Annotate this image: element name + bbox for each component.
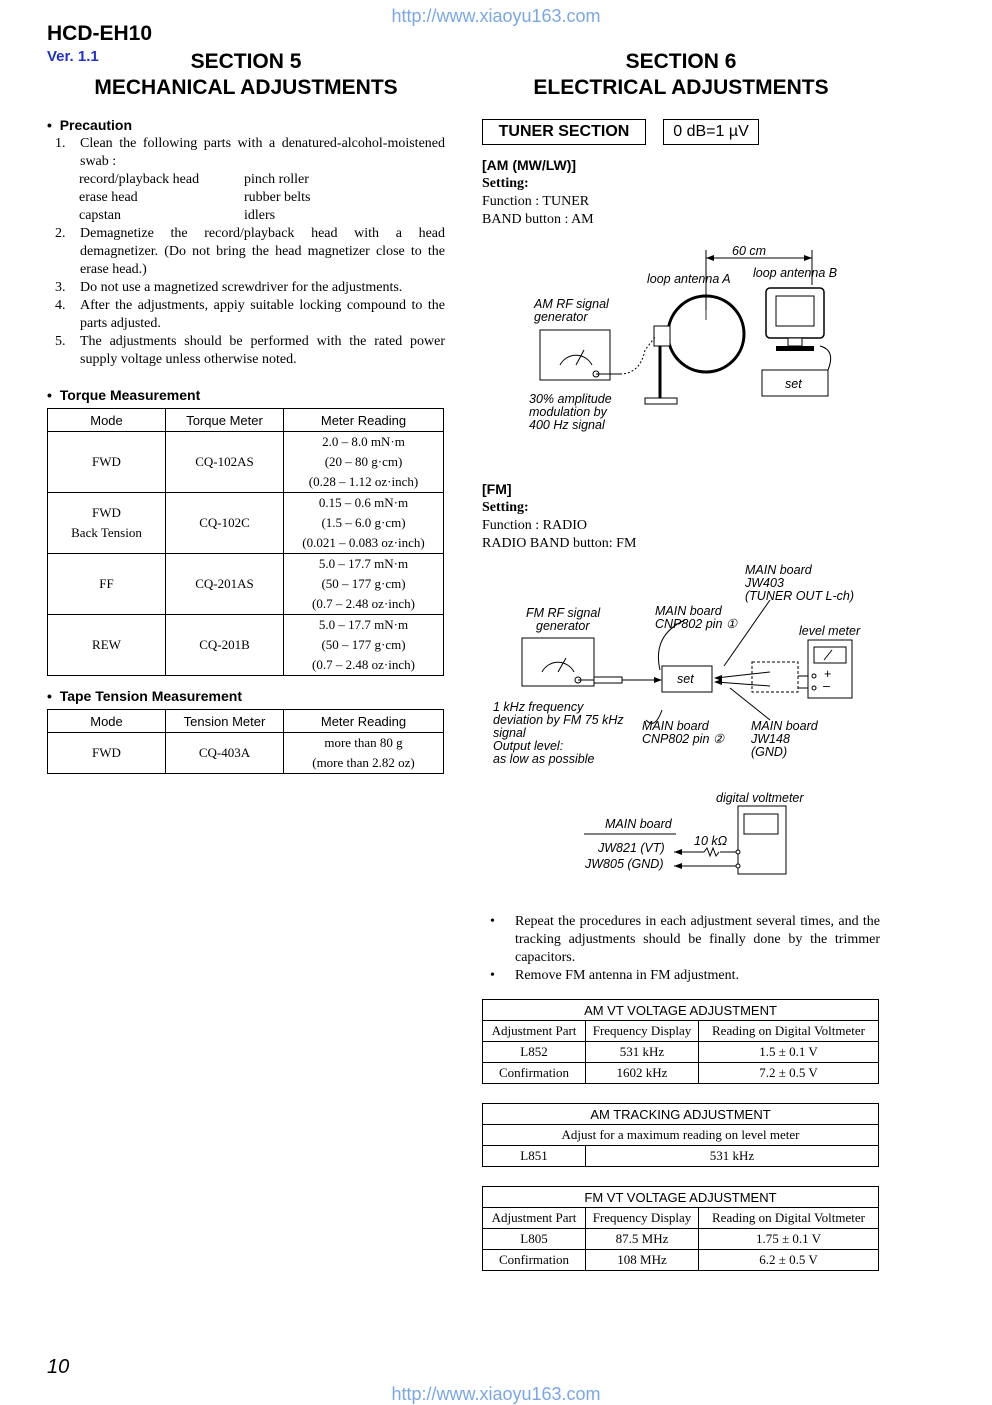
page-number: 10 [47, 1356, 70, 1378]
table-row [48, 615, 444, 676]
list-item: • Remove FM antenna in FM adjustment. [490, 968, 739, 983]
fm-generator-label: FM RF signal generator [526, 606, 601, 633]
section-6-number: SECTION 6 [625, 50, 737, 73]
list-item: 2. Demagnetize the record/playback head with a head demagnetizer. (Do not bring the head magnetizer close to the erase head.) [55, 226, 445, 277]
fm-vt-table [482, 1186, 879, 1271]
precaution-title: Precaution [59, 117, 133, 133]
mode-cell: REW [48, 615, 166, 676]
column-header: Adjustment Part [483, 1021, 586, 1042]
table-row [48, 733, 444, 774]
column-header: Frequency Display [586, 1208, 699, 1229]
section-5-heading [47, 49, 445, 101]
reading-cell: 5.0 – 17.7 mN·m (50 – 177 g·cm) (0.7 – 2.48 oz·inch) [284, 554, 444, 615]
distance-label: 60 cm [732, 244, 767, 258]
table-row: Confirmation 1602 kHz 7.2 ± 0.5 V [483, 1063, 879, 1084]
am-set-label: set [785, 377, 802, 391]
table-row [48, 432, 444, 493]
table-row [48, 554, 444, 615]
model-number: HCD-EH10 [47, 22, 153, 45]
tape-tension-table [47, 709, 444, 774]
table-header-row [48, 710, 444, 733]
column-header: Adjustment Part [483, 1208, 586, 1229]
column-header: Meter Reading [284, 409, 444, 432]
main-board-label: MAIN board [605, 817, 672, 831]
section-6-heading [482, 49, 880, 101]
mode-cell: FF [48, 554, 166, 615]
version-label: Ver. 1.1 [47, 48, 99, 65]
instruction-cell: Adjust for a maximum reading on level meter [483, 1125, 879, 1146]
digital-voltmeter-label: digital voltmeter [716, 791, 804, 805]
table-row: L805 87.5 MHz 1.75 ± 0.1 V [483, 1229, 879, 1250]
reading-cell: more than 80 g (more than 2.82 oz) [284, 733, 444, 774]
list-item: 5. The adjustments should be performed with the rated power supply voltage unless otherwise noted. [55, 334, 445, 367]
column-header: Frequency Display [586, 1021, 699, 1042]
list-item: 4. After the adjustments, appiy suitable locking compound to the parts adjusted. [55, 298, 445, 331]
column-header: Reading on Digital Voltmeter [699, 1021, 879, 1042]
meter-cell: CQ-201AS [166, 554, 284, 615]
table-row: Confirmation 108 MHz 6.2 ± 0.5 V [483, 1250, 879, 1271]
table-title: FM VT VOLTAGE ADJUSTMENT [483, 1187, 879, 1208]
jw403-label: MAIN board JW403 (TUNER OUT L-ch) [745, 563, 855, 603]
part-item: pinch roller [244, 172, 309, 187]
am-heading: [AM (MW/LW)] [482, 157, 577, 173]
am-setting-block: Setting: Function : TUNER BAND button : AM [482, 176, 594, 227]
mode-cell: FWD [48, 733, 166, 774]
table-header-row [483, 1208, 879, 1229]
list-item: 1. Clean the following parts with a denatured-alcohol-moistened swab : [55, 136, 445, 169]
parts-list [79, 171, 445, 225]
part-item: record/playback head [79, 172, 200, 187]
jw805-label: JW805 (GND) [585, 857, 664, 871]
torque-table [47, 408, 444, 676]
table-row: L852 531 kHz 1.5 ± 0.1 V [483, 1042, 879, 1063]
meter-cell: CQ-201B [166, 615, 284, 676]
tape-tension-heading: • Tape Tension Measurement [47, 688, 242, 704]
table-header-row [48, 409, 444, 432]
minus-terminal-label: – [823, 679, 830, 693]
watermark-url-top: http://www.xiaoyu163.com [391, 6, 601, 26]
table-title: AM TRACKING ADJUSTMENT [483, 1104, 879, 1125]
part-item: erase head [79, 190, 138, 205]
jw148-label: MAIN board JW148 (GND) [751, 719, 818, 759]
section-6-title: ELECTRICAL ADJUSTMENTS [533, 76, 829, 99]
cnp802-pin1-label: MAIN board CNP802 pin ① [655, 604, 738, 631]
torque-heading: • Torque Measurement [47, 387, 201, 403]
table-row [48, 493, 444, 554]
list-item: 3. Do not use a magnetized screwdriver for the adjustments. [55, 280, 403, 295]
precaution-heading: • Precaution [47, 117, 133, 133]
part-item: rubber belts [244, 190, 311, 205]
section-5-title: MECHANICAL ADJUSTMENTS [94, 76, 398, 99]
meter-cell: CQ-102C [166, 493, 284, 554]
fm-setting-block: Setting: Function : RADIO RADIO BAND button: FM [482, 500, 637, 551]
fm-heading: [FM] [482, 481, 512, 497]
jw821-label: JW821 (VT) [598, 841, 665, 855]
column-header: Mode [48, 409, 166, 432]
mode-cell: FWD Back Tension [48, 493, 166, 554]
fm-set-label: set [677, 672, 694, 686]
am-modulation-label: 30% amplitude modulation by 400 Hz signal [529, 392, 612, 432]
mode-cell: FWD [48, 432, 166, 493]
resistor-label: 10 kΩ [694, 834, 728, 848]
part-item: capstan [79, 208, 121, 223]
tuner-section-label: TUNER SECTION [482, 119, 646, 145]
column-header: Reading on Digital Voltmeter [699, 1208, 879, 1229]
watermark-url-bottom: http://www.xiaoyu163.com [391, 1384, 601, 1404]
level-meter-label: level meter [799, 624, 861, 638]
cnp802-pin2-label: MAIN board CNP802 pin ② [642, 719, 725, 746]
list-item: • Repeat the procedures in each adjustment several times, and the tracking adjustments should be finally done by the trimmer capacitors. [490, 914, 880, 965]
reading-cell: 2.0 – 8.0 mN·m (20 – 80 g·cm) (0.28 – 1.12 oz·inch) [284, 432, 444, 493]
plus-terminal-label: + [824, 667, 832, 681]
loop-antenna-b-label: loop antenna B [753, 266, 838, 280]
column-header: Meter Reading [284, 710, 444, 733]
am-generator-label: AM RF signal generator [534, 297, 609, 324]
column-header: Tension Meter [166, 710, 284, 733]
loop-antenna-a-label: loop antenna A [647, 272, 731, 286]
precaution-list [55, 135, 445, 369]
notes-list [490, 913, 880, 985]
part-item: idlers [244, 208, 276, 223]
reading-cell: 5.0 – 17.7 mN·m (50 – 177 g·cm) (0.7 – 2.48 oz·inch) [284, 615, 444, 676]
table-row: L851 531 kHz [483, 1146, 879, 1167]
fm-signal-label: 1 kHz frequency deviation by FM 75 kHz signal Output level: as low as possible [493, 700, 624, 766]
column-header: Torque Meter [166, 409, 284, 432]
am-tracking-table [482, 1103, 879, 1167]
table-header-row [483, 1021, 879, 1042]
table-title: AM VT VOLTAGE ADJUSTMENT [483, 1000, 879, 1021]
meter-cell: CQ-102AS [166, 432, 284, 493]
db-reference-label: 0 dB=1 µV [663, 119, 759, 145]
meter-cell: CQ-403A [166, 733, 284, 774]
reading-cell: 0.15 – 0.6 mN·m (1.5 – 6.0 g·cm) (0.021 – 0.083 oz·inch) [284, 493, 444, 554]
am-vt-table [482, 999, 879, 1084]
section-5-number: SECTION 5 [190, 50, 302, 73]
column-header: Mode [48, 710, 166, 733]
